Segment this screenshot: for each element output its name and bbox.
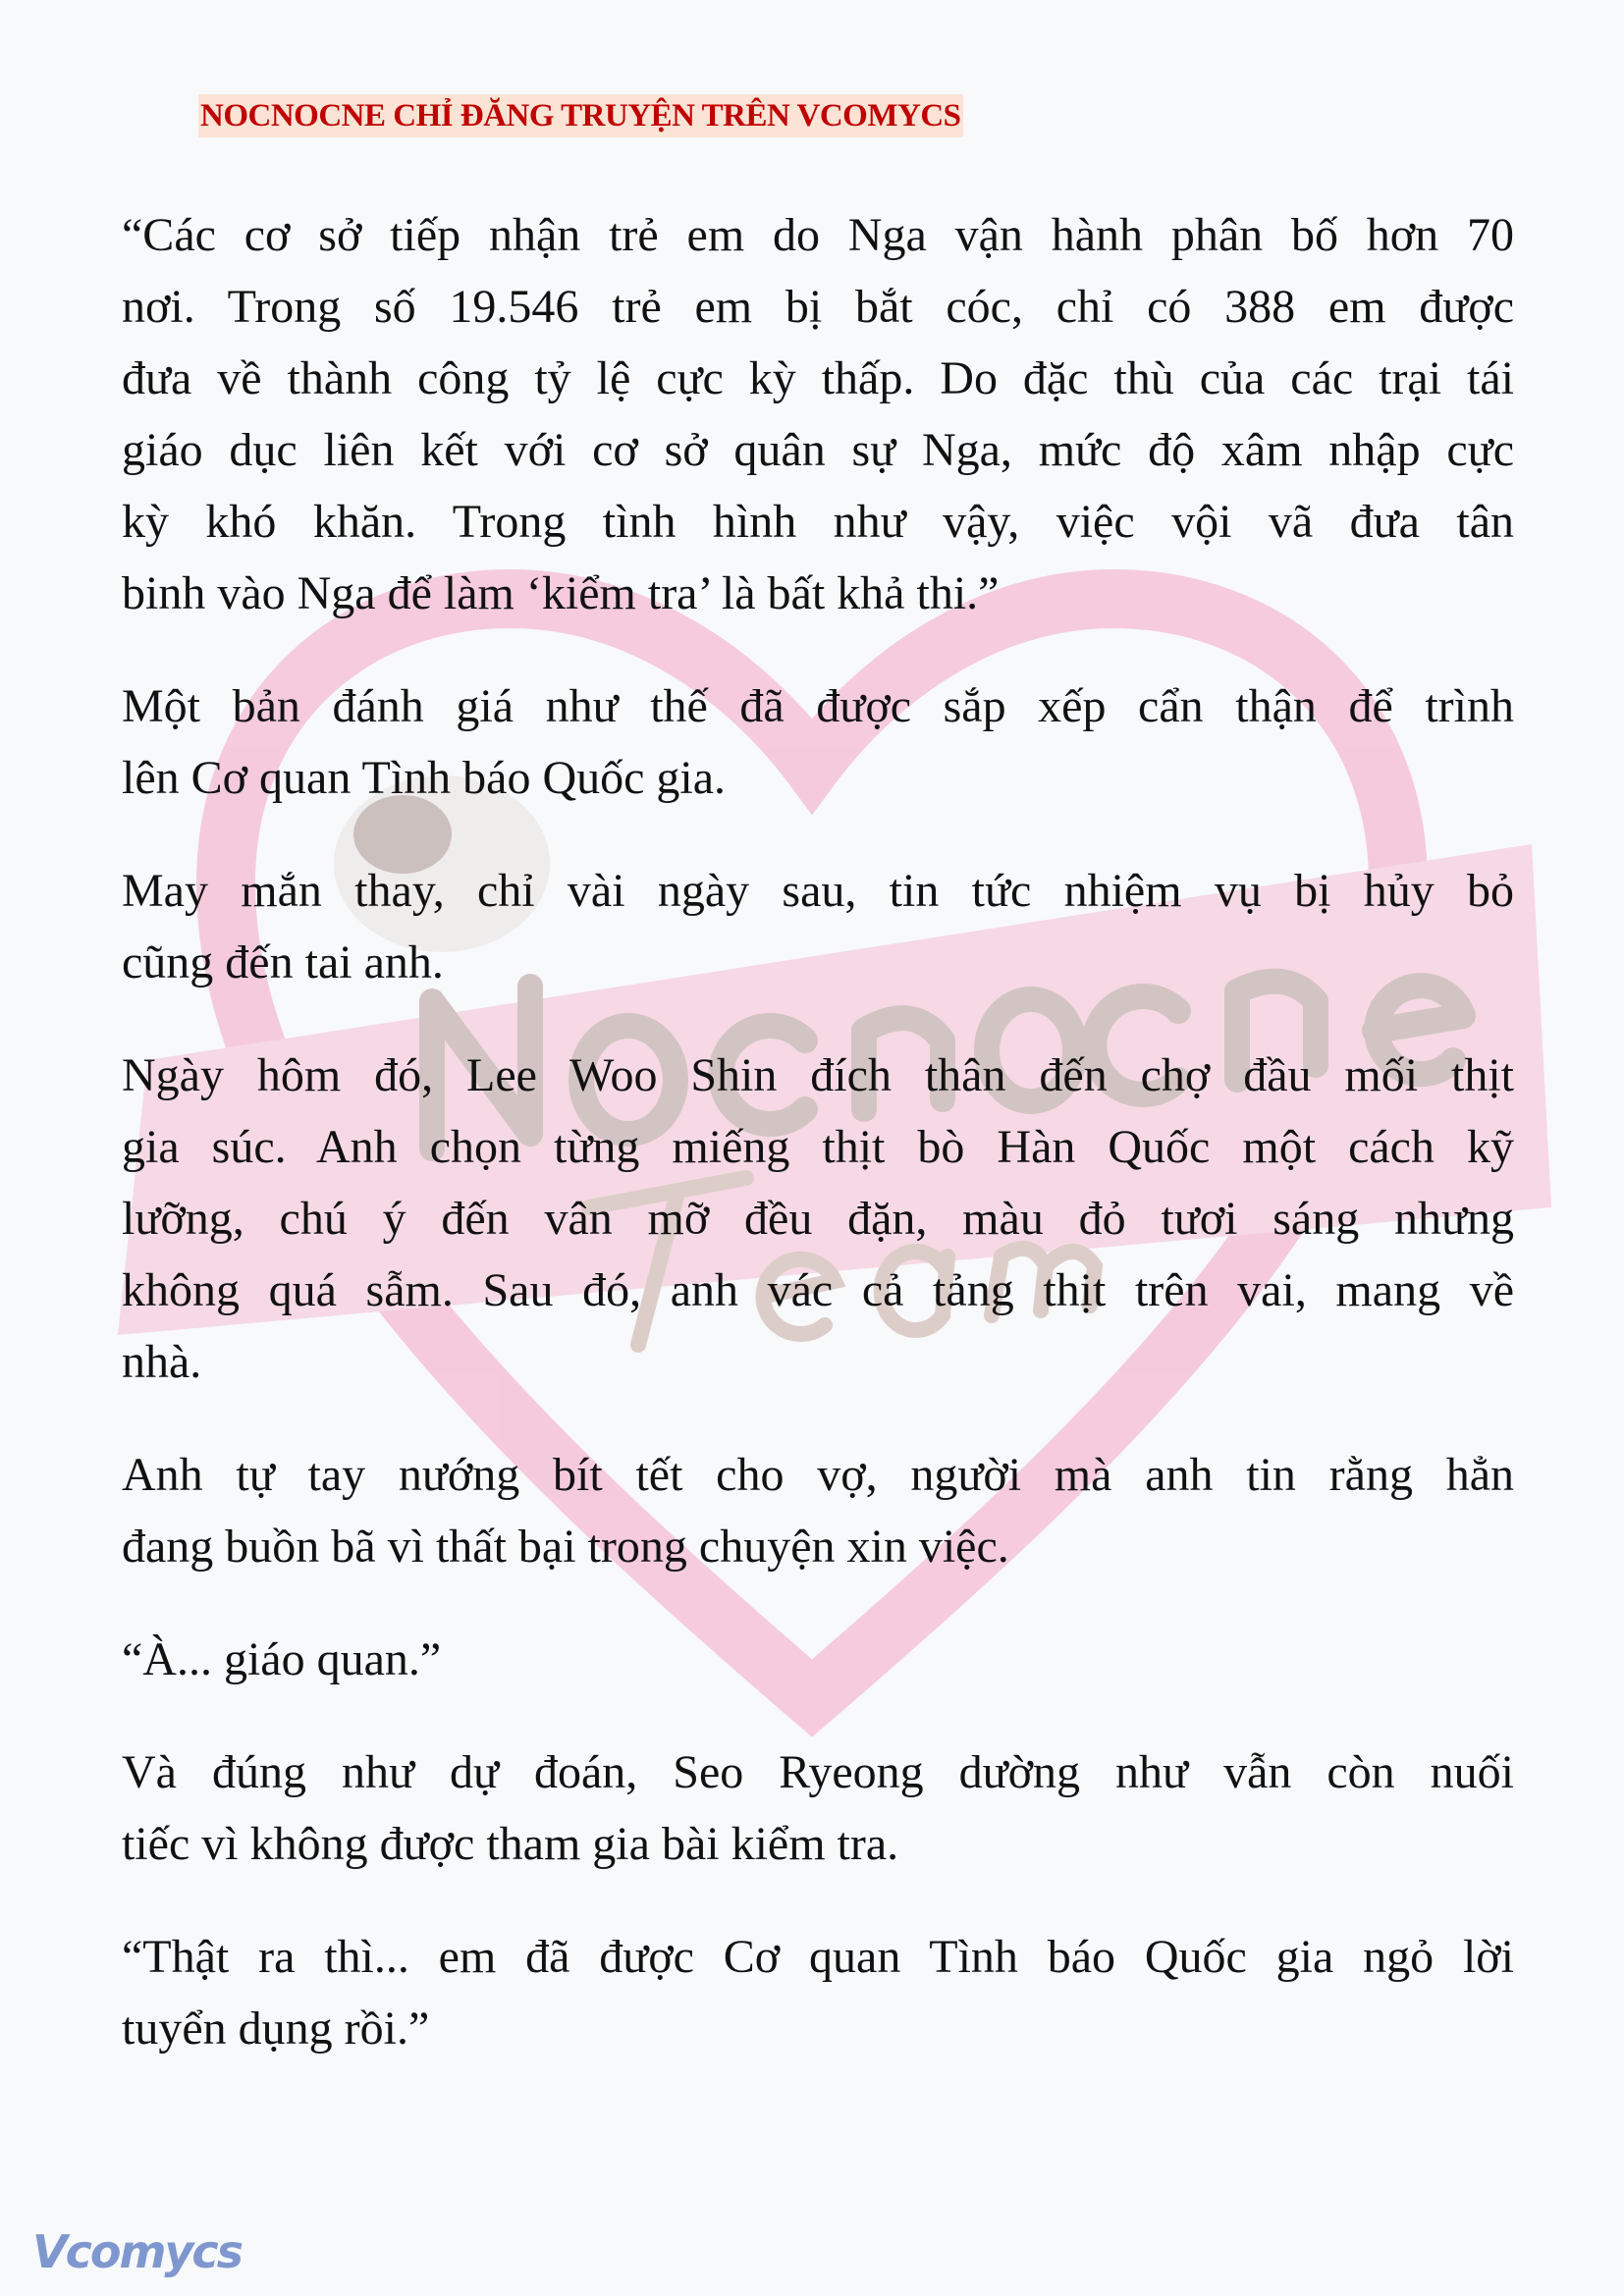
story-paragraph [122, 1921, 1514, 2064]
paragraph-line: Và đúng như dự đoán, Seo Ryeong dường như vẫn còn nuối [122, 1746, 1514, 1798]
paragraph-line: gia súc. Anh chọn từng miếng thịt bò Hàn Quốc một cách kỹ [122, 1121, 1514, 1173]
svg-text:Vcomycs: Vcomycs [32, 2225, 243, 2278]
paragraph-line: tuyển dụng rồi.” [122, 2002, 430, 2055]
story-paragraph [122, 199, 1514, 629]
story-paragraph [122, 1736, 1514, 1880]
paragraph-line: không quá sẫm. Sau đó, anh vác cả tảng thịt trên vai, mang về [122, 1264, 1514, 1316]
story-paragraph [122, 1624, 1514, 1695]
story-paragraph [122, 670, 1514, 814]
paragraph-line: Ngày hôm đó, Lee Woo Shin đích thân đến chợ đầu mối thịt [122, 1049, 1514, 1101]
paragraph-line: nơi. Trong số 19.546 trẻ em bị bắt cóc, chỉ có 388 em được [122, 281, 1514, 333]
paragraph-line: giáo dục liên kết với cơ sở quân sự Nga, mức độ xâm nhập cực [122, 424, 1514, 476]
paragraph-line: Một bản đánh giá như thế đã được sắp xếp cẩn thận để trình [122, 680, 1514, 732]
paragraph-line: binh vào Nga để làm ‘kiểm tra’ là bất khả thi.” [122, 567, 1000, 619]
paragraph-line: “Các cơ sở tiếp nhận trẻ em do Nga vận hành phân bố hơn 70 [122, 209, 1514, 261]
paragraph-line: lưỡng, chú ý đến vân mỡ đều đặn, màu đỏ tươi sáng nhưng [122, 1193, 1514, 1245]
story-paragraph [122, 1040, 1514, 1398]
paragraph-line: lên Cơ quan Tình báo Quốc gia. [122, 752, 727, 804]
paragraph-line: cũng đến tai anh. [122, 936, 444, 988]
publisher-notice-banner [198, 94, 963, 137]
paragraph-line: Anh tự tay nướng bít tết cho vợ, người mà anh tin rằng hẳn [122, 1449, 1514, 1501]
paragraph-line: May mắn thay, chỉ vài ngày sau, tin tức nhiệm vụ bị hủy bỏ [122, 865, 1514, 917]
paragraph-line: đang buồn bã vì thất bại trong chuyện xin việc. [122, 1521, 1009, 1573]
paragraph-line: “Thật ra thì... em đã được Cơ quan Tình báo Quốc gia ngỏ lời [122, 1931, 1514, 1983]
publisher-notice-text: NOCNOCNE CHỈ ĐĂNG TRUYỆN TRÊN VCOMYCS [200, 98, 961, 133]
story-text [122, 199, 1514, 2106]
paragraph-line: đưa về thành công tỷ lệ cực kỳ thấp. Do đặc thù của các trại tái [122, 352, 1514, 404]
paragraph-line: tiếc vì không được tham gia bài kiểm tra. [122, 1818, 899, 1870]
vcomycs-logo [27, 2220, 244, 2294]
story-paragraph [122, 855, 1514, 998]
story-paragraph [122, 1439, 1514, 1582]
paragraph-line: nhà. [122, 1336, 202, 1388]
paragraph-line: kỳ khó khăn. Trong tình hình như vậy, việc vội vã đưa tân [122, 496, 1514, 548]
paragraph-line: “À... giáo quan.” [122, 1633, 442, 1685]
